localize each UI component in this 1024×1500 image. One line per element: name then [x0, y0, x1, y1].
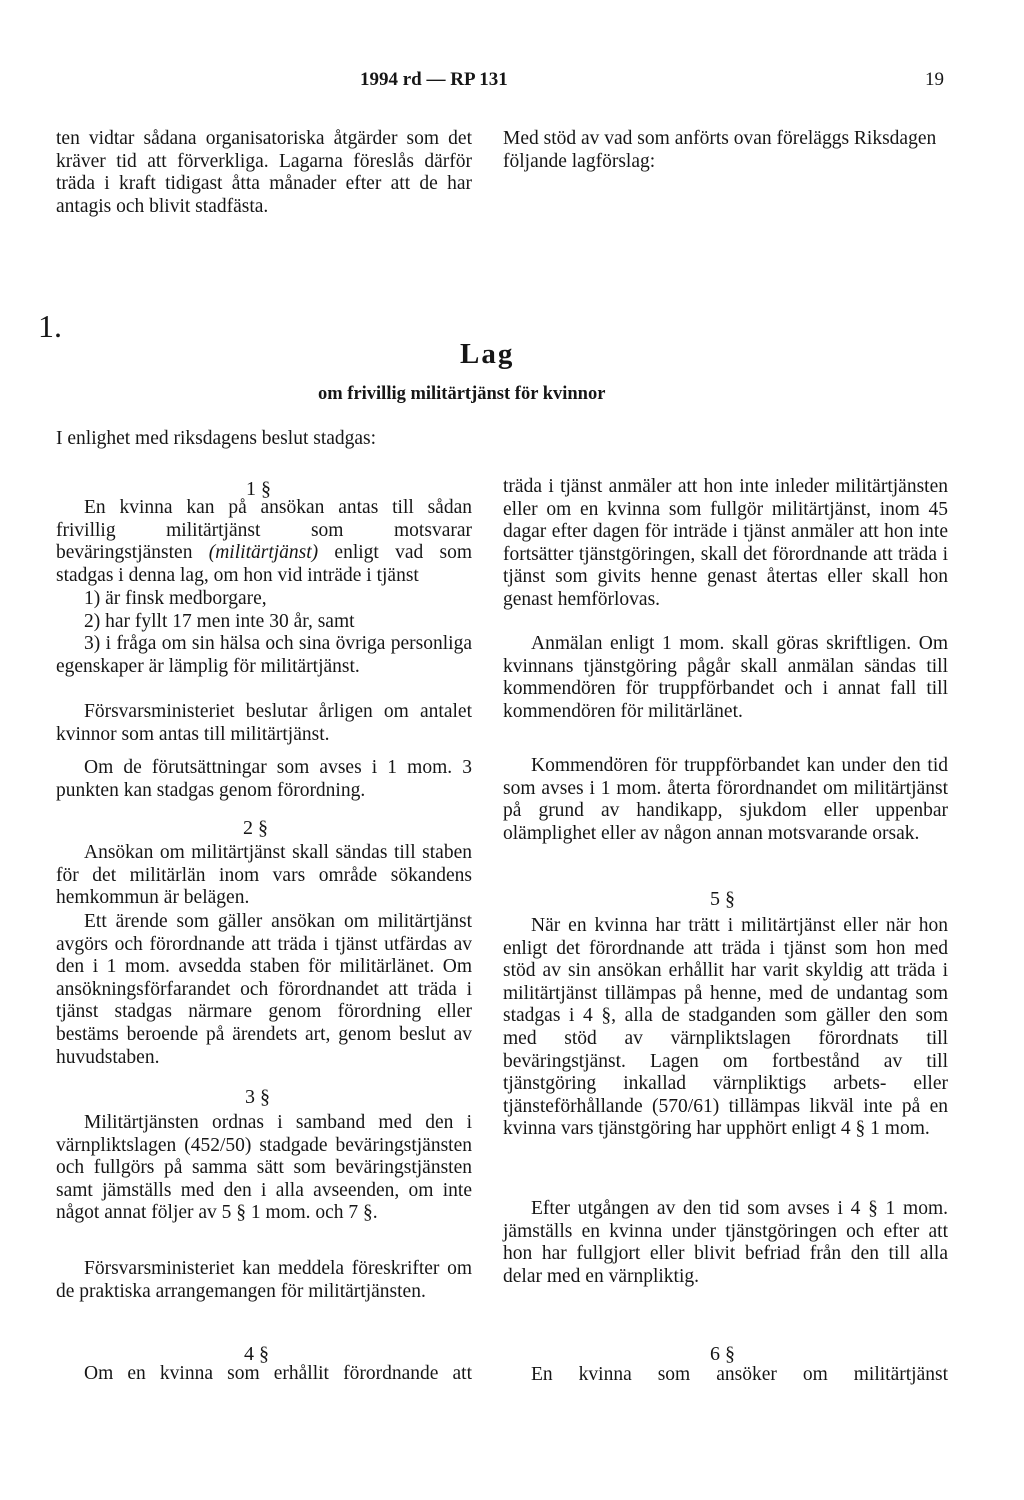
intro-right-paragraph: Med stöd av vad som anförts ovan föreläggs Riksdagen följande lagförslag: [503, 128, 937, 172]
defined-term: (militärtjänst) [208, 542, 319, 564]
law-number: 1. [38, 308, 62, 344]
section-2-paragraph-1: Ansökan om militärtjänst skall sändas till staben för det militärlän inom vars område sökandens hemkommun är belägen. [56, 842, 472, 909]
section-1-item-2: 2) har fyllt 17 men inte 30 år, samt [84, 610, 355, 632]
section-5-heading: 5 § [710, 888, 735, 910]
section-6-heading: 6 § [710, 1343, 735, 1365]
section-4-paragraph-1-start [56, 1363, 472, 1387]
law-subtitle: om frivillig militärtjänst för kvinnor [318, 384, 606, 404]
section-1-paragraph-1: En kvinna kan på ansökan antas till sådan frivillig militärtjänst som motsvarar beväringstjänsten (militärtjänst) enligt vad som stadgas i denna lag, om hon vid inträde i tjänst [56, 497, 472, 586]
section-1-list [56, 588, 472, 678]
section-1-paragraph-2: Försvarsministeriet beslutar årligen om antalet kvinnor som antas till militärtjänst. [56, 701, 472, 745]
section-4-paragraph-3: Kommendören för truppförbandet kan under den tid som avses i 1 mom. återta förordnandet om militärtjänst på grund av handikapp, sjukdom eller uppenbar olämplighet eller av någon annan motsvarande orsak. [503, 755, 948, 844]
law-title: Lag [460, 338, 515, 370]
section-3-paragraph-2: Försvarsministeriet kan meddela föreskrifter om de praktiska arrangemangen för militärtjänsten. [56, 1258, 472, 1302]
section-2-heading: 2 § [243, 817, 268, 839]
section-3-paragraph-1: Militärtjänsten ordnas i samband med den i värnpliktslagen (452/50) stadgade beväringstjänsten och fullgörs på samma sätt som beväringstjänsten samt jämställs med den i alla avseenden, om inte något annat följer av 5 § 1 mom. och 7 §. [56, 1112, 472, 1224]
section-1-heading: 1 § [246, 478, 271, 500]
enactment-clause: I enlighet med riksdagens beslut stadgas: [56, 428, 377, 449]
section-5-paragraph-1: När en kvinna har trätt i militärtjänst eller när hon enligt det förordnande att träda i tjänst som hon med stöd av sin ansökan erhållit har varit skyldig att träda i militärtjänst tillämpas på henne, med de undantag som stadgas i 4 §, alla de stadganden som gäller den som med stöd av värnpliktslagen förordnats till beväringstjänst. Lagen om fortbestånd av till tjänstgöring inkallad värnpliktigs arbets- eller tjänsteförhållande (570/61) tillämpas likväl inte på en kvinna vars tjänstgöring har upphört enligt 4 § 1 mom. [503, 915, 948, 1140]
section-4-heading: 4 § [244, 1343, 269, 1365]
section-6-paragraph-1: En kvinna som ansöker om militärtjänst [531, 1364, 948, 1385]
intro-left-paragraph: ten vidtar sådana organisatoriska åtgärder som det kräver tid att förverkliga. Lagarna föreslås därför träda i kraft tidigast åtta månader efter att de har antagis och blivit stadfästa. [56, 128, 472, 217]
section-3-heading: 3 § [245, 1086, 270, 1108]
running-header: 1994 rd — RP 131 [360, 69, 508, 90]
section-4-paragraph-1-text: Om en kvinna som erhållit förordnande att [84, 1363, 472, 1384]
section-4-paragraph-2: Anmälan enligt 1 mom. skall göras skriftligen. Om kvinnans tjänstgöring pågår skall anmälan sändas till kommendören för truppförbandet och i annat fall till kommendören för militärlänet. [503, 633, 948, 722]
section-1-paragraph-3: Om de förutsättningar som avses i 1 mom. 3 punkten kan stadgas genom förordning. [56, 757, 472, 801]
section-4-paragraph-1-continued [503, 476, 948, 631]
section-1-item-3: 3) i fråga om sin hälsa och sina övriga personliga egenskaper är lämplig för militärtjänst. [56, 633, 472, 677]
section-4-paragraph-1-tail: träda i tjänst anmäler att hon inte inleder militärtjänsten eller om en kvinna som fullgör militärtjänst, inom 45 dagar efter dagen för inträde i tjänst anmäler att hon inte fortsätter tjänstgöringen, skall det förordnande att träda i tjänst som givits henne genast återtas eller skall hon genast hemförlovas. [503, 476, 948, 610]
page-number: 19 [925, 69, 944, 90]
section-1-item-1: 1) är finsk medborgare, [84, 588, 267, 609]
section-5-paragraph-2: Efter utgången av den tid som avses i 4 § 1 mom. jämställs en kvinna under tjänstgöringen och efter att hon har fullgjort eller blivit befriad från den till alla delar med en värnpliktig. [503, 1198, 948, 1287]
section-2-paragraph-2: Ett ärende som gäller ansökan om militärtjänst avgörs och förordnande att träda i tjänst utfärdas av den i 1 mom. avsedda staben för militärlänet. Om ansökningsförfarandet och förordnandet att träda i tjänst stadgas närmare genom förordning eller bestäms beroende på ärendets art, genom beslut av huvudstaben. [56, 911, 472, 1068]
